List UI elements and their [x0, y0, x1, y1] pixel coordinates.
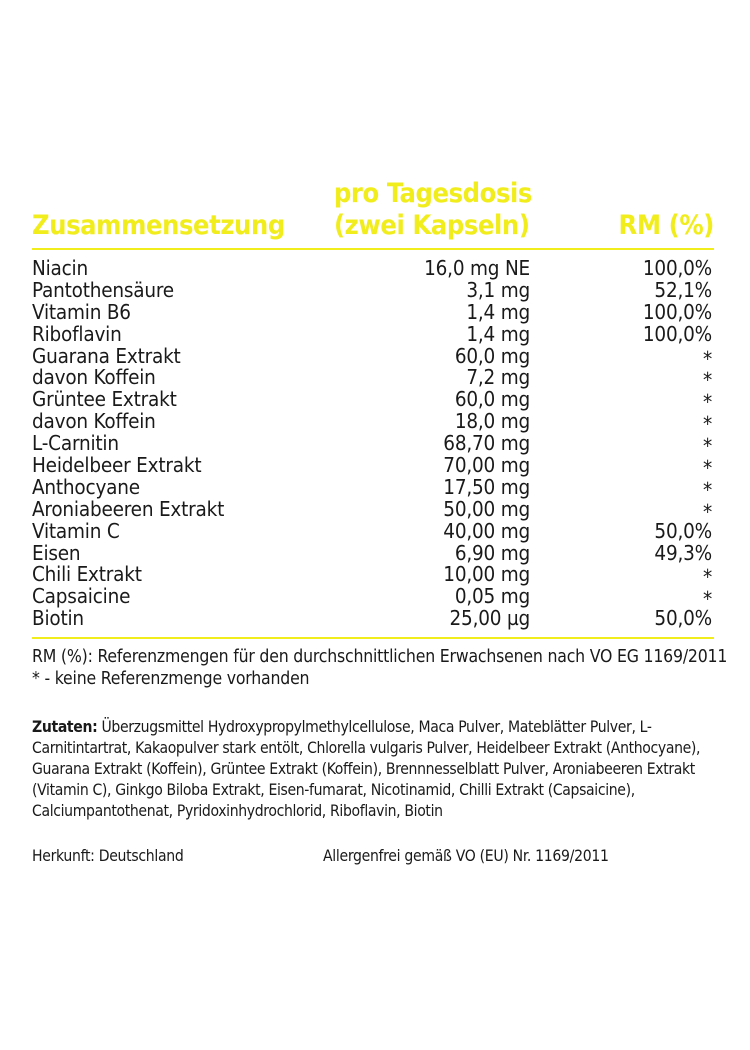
- table-row: [32, 301, 714, 323]
- footnotes: [32, 646, 732, 690]
- table-row: [32, 607, 714, 629]
- table-row: [32, 542, 714, 564]
- table-row: [32, 520, 714, 542]
- nutrient-amount: 10,00 mg: [443, 562, 530, 587]
- nutrient-name: Riboflavin: [32, 321, 122, 346]
- table-row: [32, 257, 714, 279]
- nutrient-amount: 3,1 mg: [466, 277, 530, 302]
- nutrient-amount: 1,4 mg: [466, 321, 530, 346]
- nutrient-amount: 7,2 mg: [466, 365, 530, 390]
- nutrient-rm-percent: *: [702, 456, 712, 481]
- nutrient-name: Niacin: [32, 256, 88, 280]
- column-header-daily-dose: [334, 178, 532, 242]
- nutrient-name: Vitamin C: [32, 518, 120, 543]
- table-row: [32, 343, 714, 371]
- table-row: [32, 474, 714, 502]
- header-divider: [32, 248, 714, 250]
- column-header-rm: RM (%): [618, 210, 714, 241]
- allergen-text: Allergenfrei gemäß VO (EU) Nr. 1169/2011: [323, 847, 609, 865]
- nutrient-name: Eisen: [32, 540, 81, 565]
- nutrient-rm-percent: *: [702, 412, 712, 437]
- table-row: [32, 562, 714, 590]
- nutrient-rm-percent: *: [702, 587, 712, 612]
- table-header: [32, 178, 714, 242]
- nutrient-amount: 18,0 mg: [454, 409, 530, 434]
- table-row: [32, 409, 714, 437]
- nutrient-rm-percent: *: [702, 390, 712, 415]
- nutrient-name: Aroniabeeren Extrakt: [32, 496, 225, 521]
- table-row: [32, 496, 714, 524]
- nutrient-amount: 60,0 mg: [454, 387, 530, 412]
- daily-dose-line1: pro Tagesdosis: [333, 178, 532, 209]
- nutrient-name: davon Koffein: [32, 365, 156, 390]
- table-row: [32, 387, 714, 415]
- nutrient-amount: 1,4 mg: [466, 299, 530, 324]
- ingredients-text: Überzugsmittel Hydroxypropylmethylcellulose, Maca Pulver, Mateblätter Pulver, L-Carnitintartrat, Kakaopulver stark entölt, Chlorella vulgaris Pulver, Heidelbeer Extrakt (Anthocyane), Guarana Extrakt (Koffein), Grüntee Extrakt (Koffein), Brennnesselblatt Pulver, Aroniabeeren Extrakt (Vitamin C), Ginkgo Biloba Extrakt, Eisen-fumarat, Nicotinamid, Chilli Extrakt (Capsaicine), Calciumpantothenat, Pyridoxinhydrochlorid, Riboflavin, Biotin: [32, 718, 701, 820]
- nutrient-name: Vitamin B6: [32, 299, 131, 324]
- nutrient-amount: 16,0 mg NE: [424, 256, 530, 280]
- table-row: [32, 323, 714, 345]
- nutrient-rm-percent: *: [702, 477, 712, 502]
- table-row: [32, 584, 714, 612]
- rm-footnote: RM (%): Referenzmengen für den durchschnittlichen Erwachsenen nach VO EG 1169/2011: [32, 647, 728, 667]
- nutrition-table: [32, 257, 714, 629]
- nutrient-amount: 0,05 mg: [454, 584, 530, 609]
- nutrient-amount: 17,50 mg: [443, 474, 530, 499]
- star-footnote: * - keine Referenzmenge vorhanden: [32, 669, 310, 689]
- nutrient-name: davon Koffein: [32, 409, 156, 434]
- table-row: [32, 279, 714, 301]
- nutrient-rm-percent: 50,0%: [654, 606, 712, 631]
- nutrient-rm-percent: 49,3%: [654, 540, 712, 565]
- ingredients-paragraph: [32, 717, 722, 822]
- nutrient-name: Anthocyane: [32, 474, 140, 499]
- nutrient-rm-percent: *: [702, 368, 712, 393]
- nutrient-name: Biotin: [32, 606, 84, 631]
- nutrient-name: Grüntee Extrakt: [32, 387, 177, 412]
- table-bottom-divider: [32, 637, 714, 639]
- column-header-composition: Zusammensetzung: [32, 210, 285, 241]
- nutrient-name: Heidelbeer Extrakt: [32, 453, 202, 478]
- nutrient-rm-percent: *: [702, 346, 712, 371]
- nutrient-name: Guarana Extrakt: [32, 343, 181, 368]
- table-row: [32, 365, 714, 393]
- nutrient-amount: 6,90 mg: [454, 540, 530, 565]
- table-row: [32, 431, 714, 459]
- nutrient-rm-percent: 100,0%: [642, 256, 712, 280]
- nutrient-rm-percent: 50,0%: [654, 518, 712, 543]
- nutrient-rm-percent: 52,1%: [654, 277, 712, 302]
- nutrient-amount: 25,00 µg: [449, 606, 530, 631]
- nutrient-amount: 50,00 mg: [443, 496, 530, 521]
- nutrient-amount: 68,70 mg: [443, 431, 530, 456]
- ingredients-label: Zutaten:: [32, 718, 98, 736]
- nutrient-name: Chili Extrakt: [32, 562, 142, 587]
- nutrient-rm-percent: 100,0%: [642, 299, 712, 324]
- table-row: [32, 453, 714, 481]
- nutrient-name: Pantothensäure: [32, 277, 174, 302]
- nutrient-amount: 40,00 mg: [443, 518, 530, 543]
- origin-text: Herkunft: Deutschland: [32, 847, 184, 865]
- nutrient-rm-percent: *: [702, 565, 712, 590]
- nutrient-name: L-Carnitin: [32, 431, 119, 456]
- daily-dose-line2: (zwei Kapseln): [333, 210, 530, 241]
- nutrient-rm-percent: *: [702, 434, 712, 459]
- nutrient-rm-percent: 100,0%: [642, 321, 712, 346]
- nutrient-amount: 60,0 mg: [454, 343, 530, 368]
- nutrient-amount: 70,00 mg: [443, 453, 530, 478]
- nutrient-rm-percent: *: [702, 499, 712, 524]
- nutrient-name: Capsaicine: [32, 584, 131, 609]
